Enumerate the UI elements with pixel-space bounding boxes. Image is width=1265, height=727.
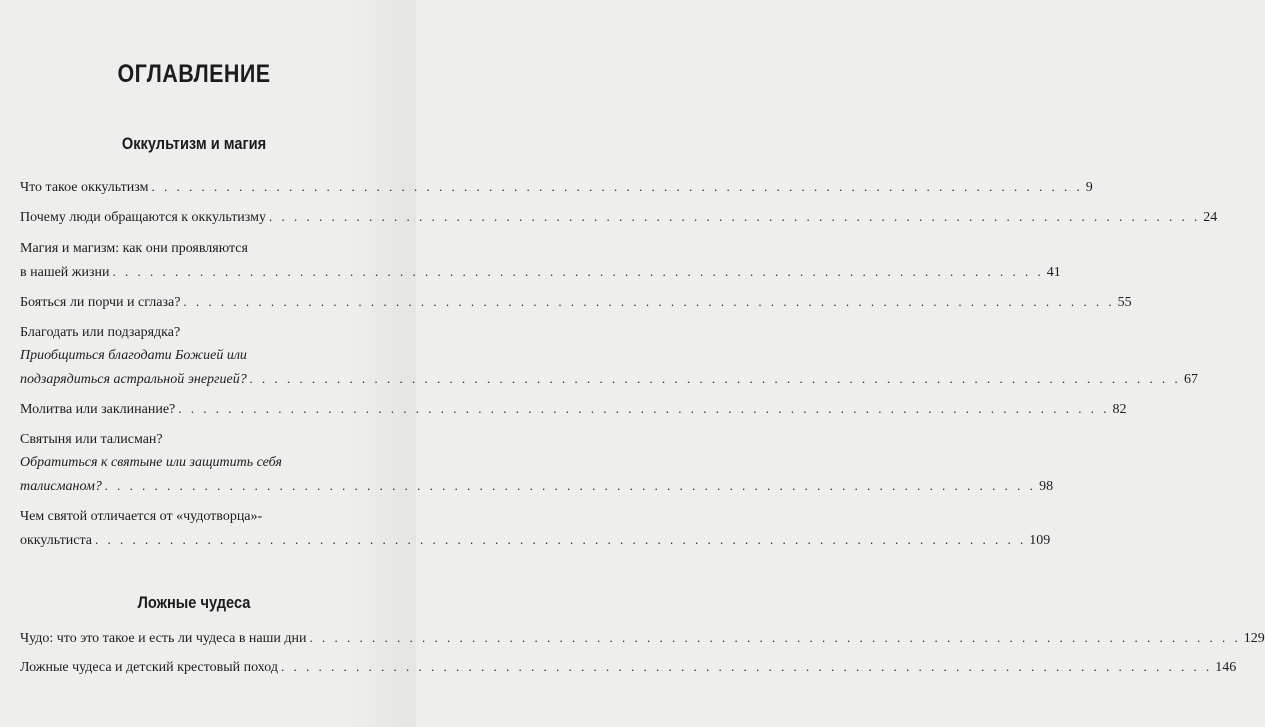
entry-subtitle: Приобщиться благодати Божией или xyxy=(20,348,247,363)
entry-text: Магия и магизм: как они проявляются xyxy=(20,241,248,256)
page-number: 41 xyxy=(1046,265,1061,280)
leader-dots xyxy=(105,478,1036,493)
entry-text: Святыня или талисман? xyxy=(20,432,163,447)
toc-entry[interactable] xyxy=(20,290,1132,314)
page-number: 55 xyxy=(1117,295,1132,310)
toc-entry[interactable] xyxy=(20,397,1127,421)
toc-entry[interactable] xyxy=(20,237,1061,284)
entry-text: Благодать или подзарядка? xyxy=(20,325,181,340)
page-number: 129 xyxy=(1243,631,1265,646)
toc-entry[interactable] xyxy=(20,175,1093,199)
leader-dots xyxy=(183,294,1114,309)
page-number: 67 xyxy=(1183,372,1198,387)
leader-dots xyxy=(112,264,1043,279)
entry-text: Молитва или заклинание? xyxy=(20,402,176,417)
entry-subtitle: талисманом? xyxy=(20,479,102,494)
leader-dots xyxy=(95,532,1026,547)
entry-text: Чем святой отличается от «чудотворца»- xyxy=(20,509,263,524)
leader-dots xyxy=(178,401,1109,416)
toc-entry[interactable] xyxy=(20,205,1218,229)
page-title: ОГЛАВЛЕНИЕ xyxy=(117,60,271,88)
toc-entry[interactable] xyxy=(20,655,1237,679)
leader-dots xyxy=(281,659,1212,674)
toc-entry[interactable] xyxy=(20,626,1265,650)
page-number: 109 xyxy=(1029,533,1051,548)
page-number: 9 xyxy=(1085,180,1093,195)
entry-text: Чудо: что это такое и есть ли чудеса в наши дни xyxy=(20,631,307,646)
entry-text: Почему люди обращаются к оккультизму xyxy=(20,210,266,225)
section-heading-false-miracles: Ложные чудеса xyxy=(137,593,251,612)
page-number: 24 xyxy=(1203,210,1218,225)
entry-text: оккультиста xyxy=(20,533,92,548)
entry-subtitle: подзарядиться астральной энергией? xyxy=(20,372,247,387)
page-number: 98 xyxy=(1039,479,1054,494)
leader-dots xyxy=(250,371,1181,386)
entry-text: в нашей жизни xyxy=(20,265,110,280)
toc-entry[interactable] xyxy=(20,428,1054,498)
toc-entry[interactable] xyxy=(20,505,1051,552)
entry-text: Ложные чудеса и детский крестовый поход xyxy=(20,660,278,675)
page-number: 146 xyxy=(1215,660,1237,675)
leader-dots xyxy=(310,630,1241,645)
entry-text: Что такое оккультизм xyxy=(20,180,149,195)
entry-text: Бояться ли порчи и сглаза? xyxy=(20,295,181,310)
section-heading-occultism: Оккультизм и магия xyxy=(121,134,267,153)
page-number: 82 xyxy=(1112,402,1127,417)
toc-entry[interactable] xyxy=(20,321,1198,391)
leader-dots xyxy=(269,209,1200,224)
entry-subtitle: Обратиться к святыне или защитить себя xyxy=(20,455,282,470)
leader-dots xyxy=(151,179,1082,194)
